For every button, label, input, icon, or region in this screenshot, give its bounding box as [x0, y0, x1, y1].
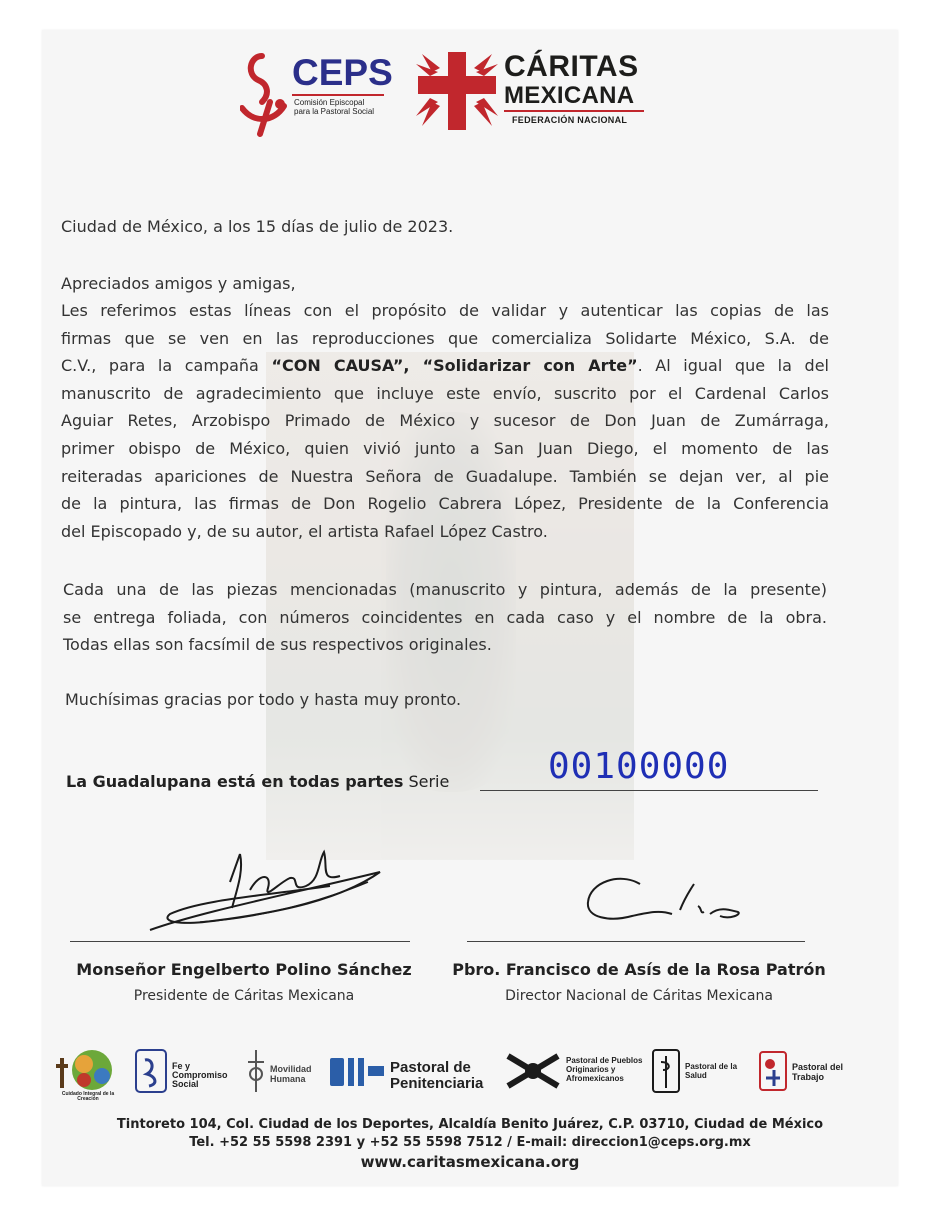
footer-contact: Tel. +52 55 5598 2391 y +52 55 5598 7512 / E-mail: direccion1@ceps.org.mx: [189, 1135, 751, 1150]
ceps-emblem-icon: [240, 46, 300, 138]
pastoral-label: Fe y Compromiso Social: [172, 1061, 228, 1089]
indigenous-peoples-icon: [504, 1048, 562, 1094]
paragraph-1-line: Aguiar Retes, Arzobispo Primado de México y sucesor de Don Juan de Zumárraga,: [61, 411, 829, 431]
pastoral-label: Movilidad Humana: [270, 1064, 312, 1084]
ceps-logo: [240, 46, 393, 138]
signer-role-left: Presidente de Cáritas Mexicana: [133, 988, 355, 1004]
work-title: La Guadalupana está en todas partes: [66, 772, 404, 791]
paragraph-1-line: firmas que se ven en las reproducciones que comercializa Solidarte México, S.A. de: [61, 328, 829, 348]
pastoral-pueblos-originarios: [504, 1048, 644, 1104]
letter-closing: Muchísimas gracias por todo y hasta muy pronto.: [65, 690, 462, 709]
ceps-subtitle-line-2: para la Pastoral Social: [294, 107, 375, 116]
ceps-subtitle-line-1: Comisión Episcopal: [294, 98, 365, 107]
paragraph-1-line: primer obispo de México, quien vivió junto a San Juan Diego, el momento de las: [61, 438, 829, 458]
paragraph-2-line: Todas ellas son facsímil de sus respectivos originales.: [63, 635, 492, 655]
signer-name-left: Monseñor Engelberto Polino Sánchez: [76, 960, 412, 979]
caritas-logo: [412, 46, 652, 136]
serie-label: [66, 772, 449, 791]
signature-left-image: [140, 842, 410, 942]
faith-commitment-icon: [135, 1048, 167, 1094]
pastoral-cuidado-integral: [54, 1048, 120, 1104]
caritas-wordmark: CÁRITAS: [504, 50, 639, 83]
paragraph-1-line: manuscrito de agradecimiento que incluye este envío, suscrito por el Cardenal Carlos: [61, 383, 829, 403]
paragraph-2-line: se entrega foliada, con números coincidentes en cada caso y el nombre de la obra.: [63, 607, 827, 627]
campaign-continuation: . Al igual que la del: [637, 356, 829, 376]
pastoral-trabajo: [758, 1048, 858, 1104]
paragraph-1-line: reiteradas apariciones de Nuestra Señora de Guadalupe. También se dejan ver, al pie: [61, 466, 829, 486]
human-mobility-icon: [244, 1048, 268, 1094]
letter-date: Ciudad de México, a los 15 días de julio de 2023.: [61, 217, 454, 236]
signer-name-right: Pbro. Francisco de Asís de la Rosa Patrón: [452, 960, 826, 979]
serie-word: Serie: [408, 772, 450, 791]
footer-address: Tintoreto 104, Col. Ciudad de los Deportes, Alcaldía Benito Juárez, C.P. 03710, Ciudad de México: [116, 1117, 824, 1132]
paragraph-1-line: de la pintura, las firmas de Don Rogelio Cabrera López, Presidente de la Conferencia: [61, 494, 829, 514]
signature-right-image: [580, 870, 750, 930]
pastoral-label: Pastoral de la Salud: [685, 1062, 738, 1080]
penitentiary-icon: [328, 1048, 386, 1094]
caritas-country: MEXICANA: [504, 82, 635, 109]
pastoral-label: Pastoral de Penitenciaria: [390, 1059, 484, 1092]
pastoral-salud: [651, 1048, 751, 1104]
caritas-cross-flames-icon: [412, 46, 502, 136]
pastoral-label: Pastoral de Pueblos Originarios y Afromexicanos: [566, 1056, 643, 1083]
letter-greeting: Apreciados amigos y amigas,: [61, 274, 296, 293]
creation-care-icon: [54, 1048, 120, 1094]
ceps-wordmark: CEPS: [292, 52, 393, 93]
pastoral-movilidad-humana: [244, 1048, 324, 1104]
pastoral-fe-compromiso: [135, 1048, 235, 1104]
ceps-divider: [292, 94, 384, 96]
campaign-name: “CON CAUSA”, “Solidarizar con Arte”: [271, 356, 638, 376]
health-icon: [651, 1048, 681, 1094]
serie-number: 00100000: [548, 746, 730, 787]
letter-paragraph-1: [61, 297, 829, 545]
labor-icon: [758, 1048, 788, 1094]
signer-role-right: Director Nacional de Cáritas Mexicana: [505, 988, 773, 1004]
pastoral-label: Cuidado Integral de la Creación: [61, 1091, 115, 1102]
paragraph-1-line: Les referimos estas líneas con el propósito de validar y autenticar las copias de las: [61, 301, 829, 320]
serie-underline: [480, 790, 818, 791]
signature-line-right: [467, 941, 805, 942]
paragraph-1-line: [61, 352, 829, 380]
paragraph-1-line: del Episcopado y, de su autor, el artista Rafael López Castro.: [61, 521, 548, 541]
ceps-subtitle: [294, 98, 374, 116]
letter-paragraph-2: [63, 576, 827, 659]
campaign-intro: C.V., para la campaña: [61, 356, 259, 376]
caritas-divider: [504, 110, 644, 112]
caritas-federation: FEDERACIÓN NACIONAL: [512, 115, 628, 125]
footer-website: www.caritasmexicana.org: [360, 1153, 580, 1171]
pastoral-penitenciaria: [328, 1048, 498, 1104]
signature-line-left: [70, 941, 410, 942]
paragraph-2-line: Cada una de las piezas mencionadas (manuscrito y pintura, además de la presente): [63, 580, 827, 599]
pastoral-label: Pastoral del Trabajo: [792, 1062, 844, 1082]
